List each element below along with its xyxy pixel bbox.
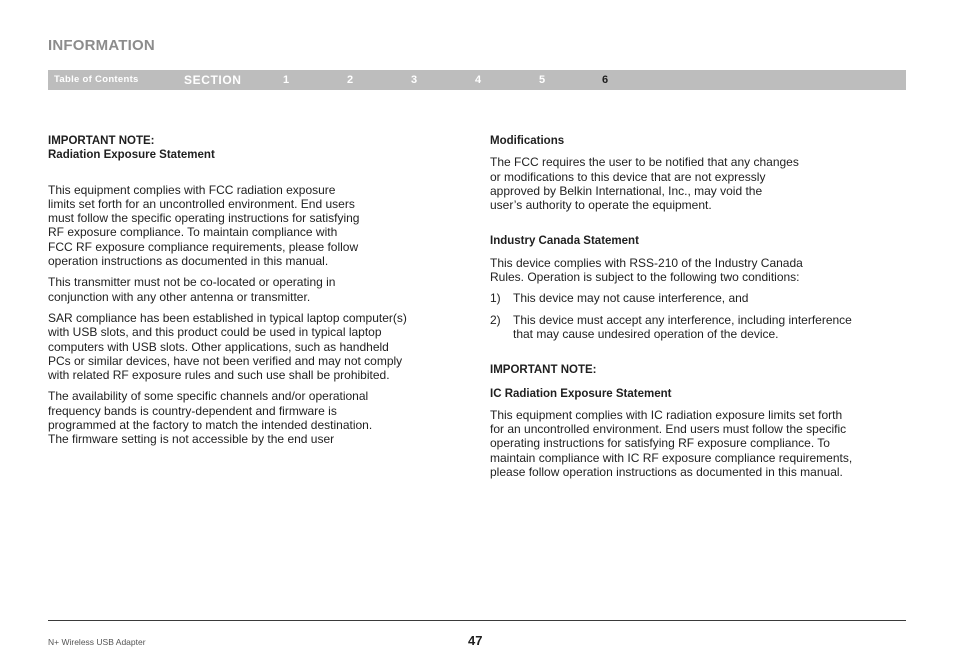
ic-radiation-paragraph: This equipment complies with IC radiation exposure limits set forth for an uncontrolled environment. End users must follow the specific operating instructions for satisfying RF exposure compliance. To maintain compliance with IC RF exposure compliance requirements, please follow operation instructions as documented in this manual. [490, 407, 853, 480]
left-column [48, 134, 443, 447]
condition-text: This device may not cause interference, and [513, 291, 749, 306]
footer-divider [48, 620, 906, 621]
fcc-exposure-paragraph: This equipment complies with FCC radiation exposure limits set forth for an uncontrolled environment. End users must follow the specific operating instructions for satisfying RF exposure compliance. To maintain compliance with FCC RF exposure compliance requirements, please follow operation instructions as documented in this manual. [48, 182, 360, 269]
condition-item [490, 313, 895, 342]
section-label: SECTION [184, 73, 242, 87]
section-title: INFORMATION [48, 37, 155, 54]
section-link-1[interactable]: 1 [283, 74, 290, 86]
section-nav-bar [48, 70, 906, 90]
section-link-6-active[interactable]: 6 [602, 74, 609, 86]
industry-canada-heading: Industry Canada Statement [490, 235, 639, 248]
condition-item [490, 291, 895, 305]
right-column [490, 134, 895, 479]
radiation-exposure-heading: Radiation Exposure Statement [48, 149, 215, 162]
channel-availability-paragraph: The availability of some specific channels and/or operational frequency bands is country-dependent and firmware is programmed at the factory to match the intended destination. The firmware setting is not accessible by the end user [48, 389, 373, 447]
section-link-3[interactable]: 3 [411, 74, 418, 86]
sar-compliance-paragraph: SAR compliance has been established in typical laptop computer(s) with USB slots, and this product could be used in typical laptop computers with USB slots. Other applications, such as handheld PCs or similar devices, have not been verified and may not comply with related RF exposure rules and such use shall be prohibited. [48, 310, 407, 383]
important-note-heading: IMPORTANT NOTE: [48, 135, 155, 147]
section-link-5[interactable]: 5 [539, 74, 546, 86]
modifications-paragraph: The FCC requires the user to be notified that any changes or modifications to this device that are not expressly approved by Belkin International, Inc., may void the user’s authority to operate the equipment. [490, 155, 799, 213]
condition-text: This device must accept any interference, including interference that may cause undesired operation of the device. [513, 312, 852, 341]
table-of-contents-link[interactable]: Table of Contents [54, 74, 139, 85]
page-number: 47 [468, 633, 483, 648]
modifications-heading: Modifications [490, 135, 565, 147]
ic-radiation-heading: IC Radiation Exposure Statement [490, 387, 672, 400]
condition-number: 2) [490, 312, 501, 327]
condition-number: 1) [490, 291, 501, 306]
footer-product-name: N+ Wireless USB Adapter [48, 637, 146, 647]
colocation-paragraph: This transmitter must not be co-located or operating in conjunction with any other antenna or transmitter. [48, 275, 336, 304]
ic-important-note-heading: IMPORTANT NOTE: [490, 364, 597, 377]
industry-canada-paragraph: This device complies with RSS-210 of the Industry Canada Rules. Operation is subject to the following two conditions: [490, 255, 803, 285]
section-link-2[interactable]: 2 [347, 74, 354, 86]
section-link-4[interactable]: 4 [475, 74, 482, 86]
